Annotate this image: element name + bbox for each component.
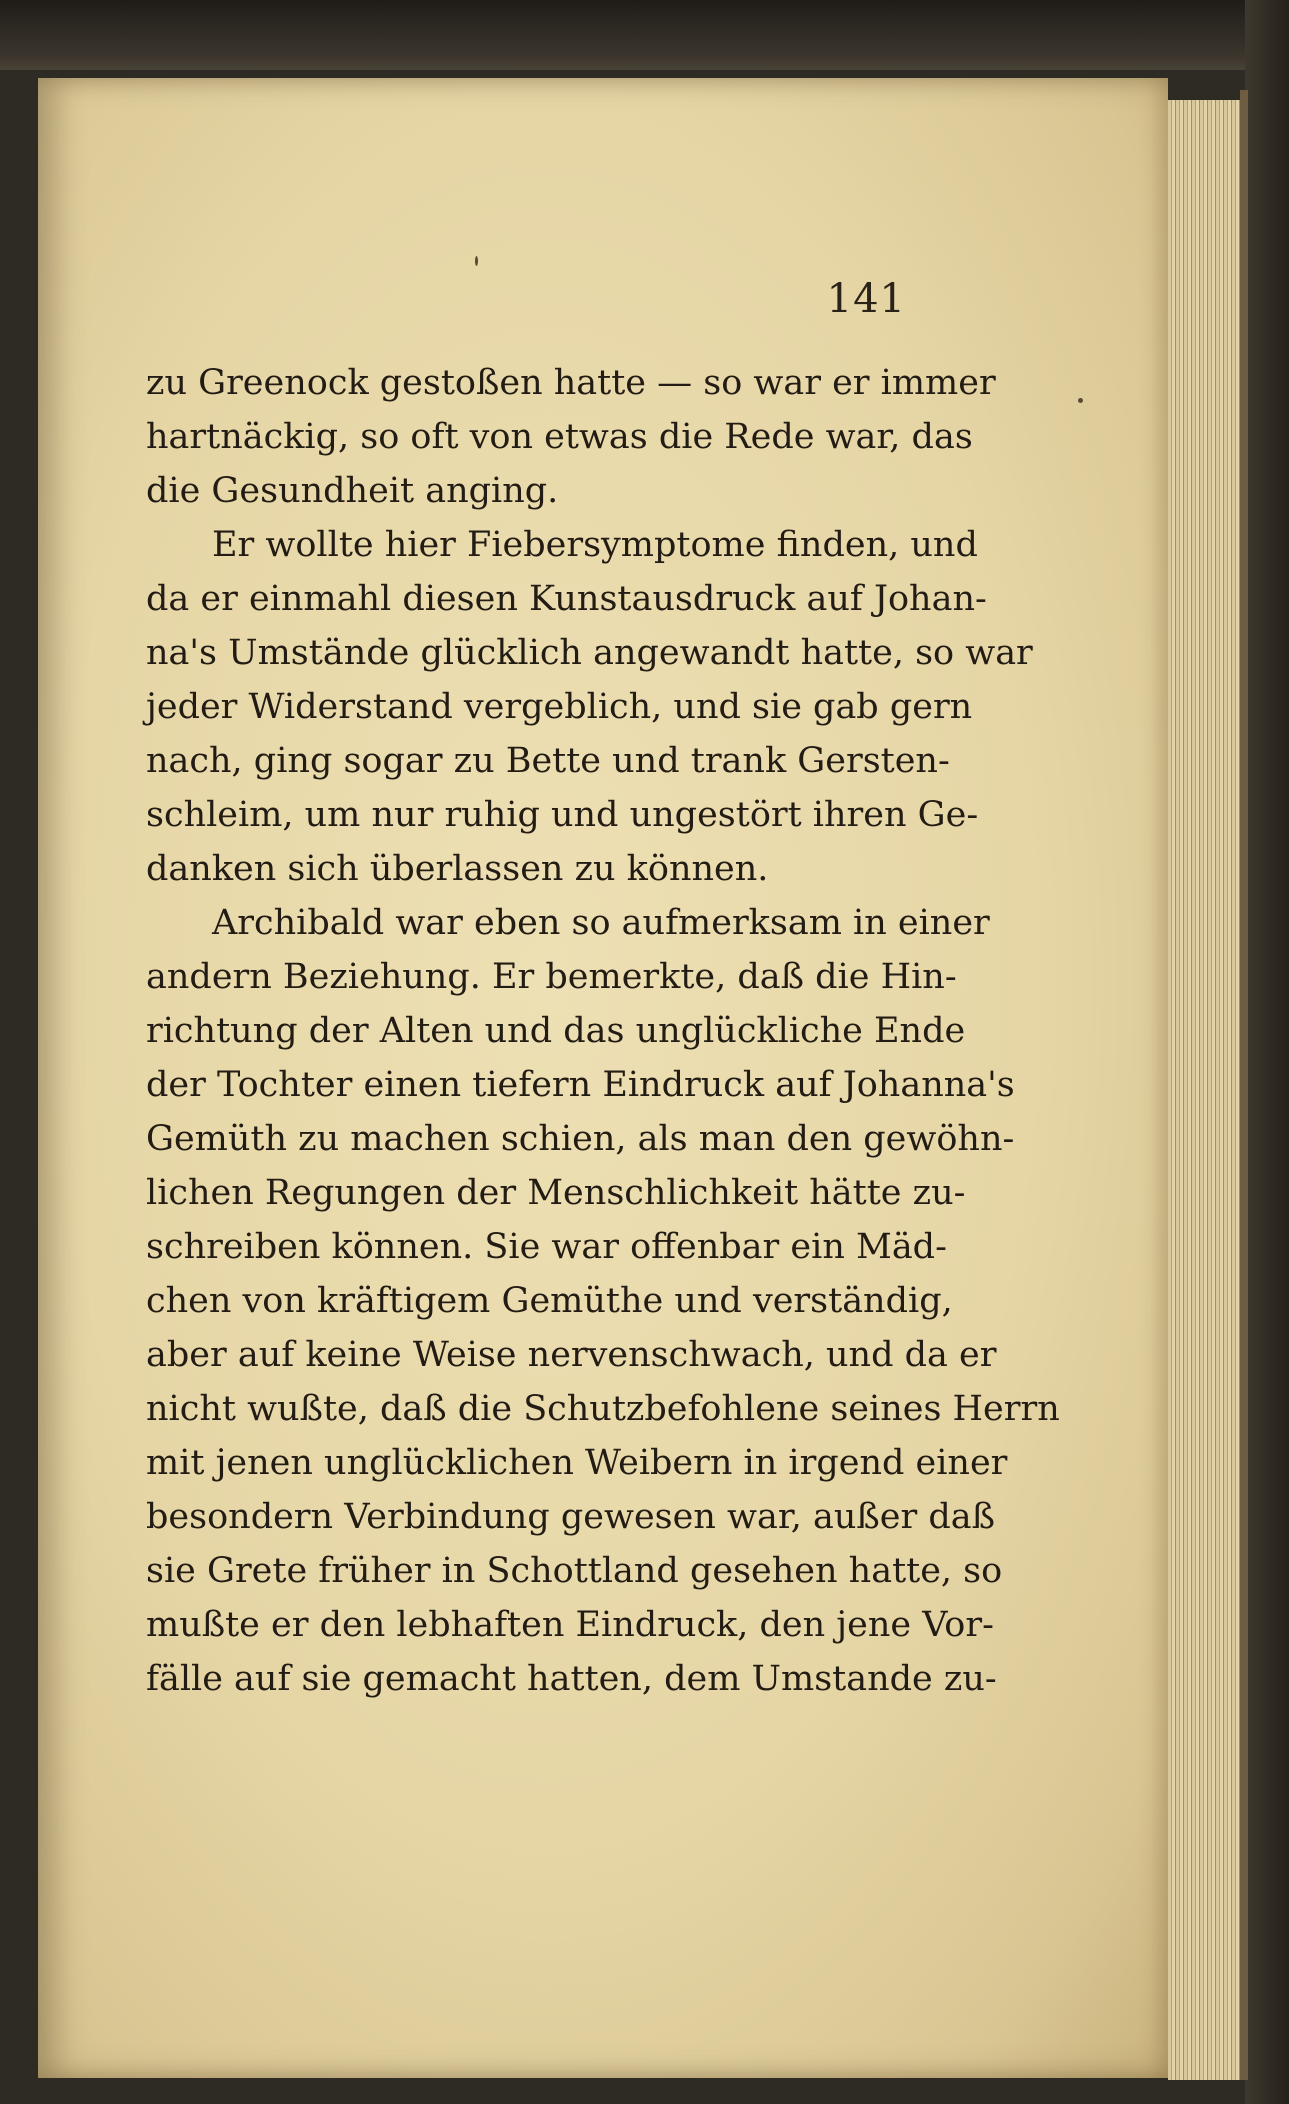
paper-speck	[1078, 398, 1083, 403]
text-line: schleim, um nur ruhig und ungestört ihren Ge-	[146, 795, 979, 835]
body-text	[146, 356, 1060, 1706]
text-line: da er einmahl diesen Kunstausdruck auf Johan-	[146, 579, 987, 619]
text-line: mußte er den lebhaften Eindruck, den jene Vor-	[146, 1605, 994, 1645]
paper-speck	[475, 256, 478, 266]
text-line: andern Beziehung. Er bemerkte, daß die Hin-	[146, 957, 957, 997]
book-cover-right	[1245, 0, 1289, 2104]
text-line: mit jenen unglücklichen Weibern in irgend einer	[146, 1443, 1008, 1483]
text-line: der Tochter einen tiefern Eindruck auf Johanna's	[146, 1065, 1015, 1105]
text-line: fälle auf sie gemacht hatten, dem Umstande zu-	[146, 1659, 997, 1699]
text-line: zu Greenock gestoßen hatte — so war er immer	[146, 363, 996, 403]
text-line: lichen Regungen der Menschlichkeit hätte zu-	[146, 1173, 966, 1213]
text-line: nach, ging sogar zu Bette und trank Gersten-	[146, 741, 950, 781]
text-line: Er wollte hier Fiebersymptome finden, und	[212, 525, 978, 565]
text-line: Gemüth zu machen schien, als man den gewöhn-	[146, 1119, 1015, 1159]
text-line: schreiben können. Sie war offenbar ein Mäd-	[146, 1227, 947, 1267]
text-line: sie Grete früher in Schottland gesehen hatte, so	[146, 1551, 1003, 1591]
text-line: die Gesundheit anging.	[146, 471, 559, 511]
text-line: na's Umstände glücklich angewandt hatte, so war	[146, 633, 1033, 673]
text-line: chen von kräftigem Gemüthe und verständig,	[146, 1281, 953, 1321]
text-line: jeder Widerstand vergeblich, und sie gab gern	[146, 687, 973, 727]
text-line: besondern Verbindung gewesen war, außer daß	[146, 1497, 995, 1537]
text-line: richtung der Alten und das unglückliche Ende	[146, 1011, 966, 1051]
text-line: aber auf keine Weise nervenschwach, und da er	[146, 1335, 997, 1375]
text-line: danken sich überlassen zu können.	[146, 849, 769, 889]
text-line: Archibald war eben so aufmerksam in einer	[212, 903, 990, 943]
text-line: nicht wußte, daß die Schutzbefohlene seines Herrn	[146, 1389, 1060, 1429]
text-line: hartnäckig, so oft von etwas die Rede war, das	[146, 417, 973, 457]
page-number: 141	[826, 276, 906, 322]
page-edges	[1168, 100, 1248, 2080]
book-cover-top	[0, 0, 1289, 70]
page-edge-shadow	[1240, 90, 1248, 2080]
